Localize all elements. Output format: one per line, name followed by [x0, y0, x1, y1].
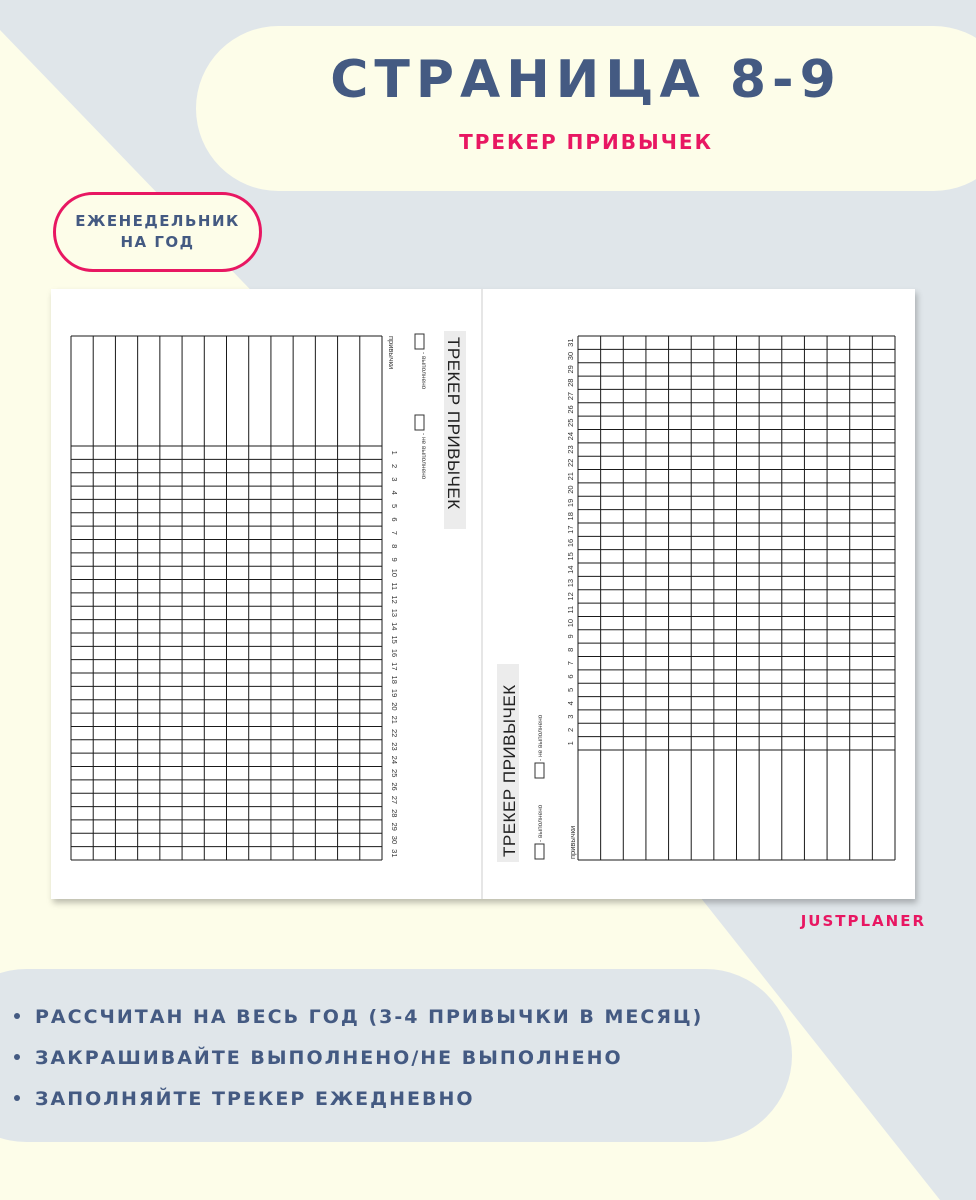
- day-number: 30: [566, 351, 575, 361]
- badge-line-2: НА ГОД: [120, 233, 195, 251]
- tracker-spread-drawing: [51, 289, 915, 899]
- feature-item: [14, 1082, 703, 1123]
- feature-text: ЗАКРАШИВАЙТЕ ВЫПОЛНЕНО/НЕ ВЫПОЛНЕНО: [35, 1047, 623, 1069]
- badge-line-1: ЕЖЕНЕДЕЛЬНИК: [75, 212, 240, 230]
- right-tracker-grid: [578, 336, 895, 860]
- page-title: СТРАНИЦА 8-9: [330, 50, 842, 110]
- feature-text: РАССЧИТАН НА ВЕСЬ ГОД (3-4 ПРИВЫЧКИ В МЕСЯЦ): [35, 1006, 704, 1028]
- feature-item: [14, 1000, 703, 1041]
- left-day-numbers: [390, 451, 399, 858]
- day-number: 1: [390, 450, 399, 455]
- right-legend-not-done-box: [535, 763, 544, 778]
- planner-badge: [53, 192, 262, 272]
- day-number: 17: [566, 525, 575, 534]
- left-habits-label: привычки: [387, 336, 396, 370]
- day-number: 25: [390, 769, 399, 778]
- left-tracker-page: [71, 331, 466, 860]
- feature-list: [14, 1000, 703, 1123]
- day-number: 2: [566, 727, 575, 733]
- day-number: 18: [390, 675, 399, 684]
- day-number: 14: [566, 565, 575, 574]
- day-number: 6: [566, 674, 575, 679]
- day-number: 6: [390, 517, 399, 522]
- day-number: 13: [390, 608, 399, 618]
- day-number: 15: [566, 552, 575, 561]
- day-number: 15: [390, 635, 399, 644]
- page-subtitle: ТРЕКЕР ПРИВЫЧЕК: [459, 130, 713, 154]
- day-number: 27: [390, 795, 399, 805]
- day-number: 20: [566, 485, 575, 494]
- day-number: 2: [390, 463, 399, 469]
- day-number: 16: [566, 538, 575, 548]
- bullet-dot-icon: [14, 1054, 20, 1060]
- day-number: 10: [390, 568, 399, 578]
- day-number: 20: [390, 702, 399, 711]
- day-number: 18: [566, 512, 575, 521]
- day-number: 10: [566, 618, 575, 628]
- day-number: 26: [390, 782, 399, 791]
- day-number: 1: [566, 741, 575, 746]
- day-number: 29: [566, 365, 575, 374]
- day-number: 11: [390, 582, 399, 591]
- day-number: 30: [390, 835, 399, 845]
- planner-spread: [51, 289, 915, 899]
- day-number: 31: [566, 338, 575, 347]
- day-number: 24: [566, 431, 575, 441]
- day-number: 4: [390, 490, 399, 495]
- day-number: 8: [390, 544, 399, 549]
- day-number: 25: [566, 418, 575, 427]
- day-number: 8: [566, 647, 575, 652]
- feature-text: ЗАПОЛНЯЙТЕ ТРЕКЕР ЕЖЕДНЕВНО: [35, 1088, 475, 1110]
- left-legend-not-done: - не выполнено: [420, 433, 427, 480]
- day-number: 22: [566, 458, 575, 468]
- day-number: 21: [566, 472, 575, 481]
- right-tracker-title: ТРЕКЕР ПРИВЫЧЕК: [500, 684, 519, 857]
- day-number: 12: [566, 592, 575, 601]
- right-legend-not-done: - не выполнено: [537, 714, 544, 761]
- feature-item: [14, 1041, 703, 1082]
- day-number: 5: [566, 687, 575, 692]
- day-number: 5: [390, 504, 399, 509]
- right-legend-done: - выполнено: [537, 804, 544, 842]
- left-legend-done: - выполнено: [420, 352, 427, 390]
- right-habits-label: привычки: [568, 825, 577, 859]
- left-legend-done-box: [415, 334, 424, 349]
- day-number: 11: [566, 605, 575, 614]
- day-number: 3: [390, 477, 399, 482]
- bullet-dot-icon: [14, 1013, 20, 1019]
- day-number: 31: [390, 849, 399, 858]
- day-number: 19: [566, 498, 575, 508]
- brand-name: JUSTPLANER: [800, 912, 926, 930]
- day-number: 26: [566, 405, 575, 414]
- left-tracker-grid: [71, 336, 382, 860]
- day-number: 27: [566, 391, 575, 401]
- day-number: 21: [390, 715, 399, 724]
- day-number: 3: [566, 714, 575, 719]
- day-number: 7: [566, 661, 575, 666]
- day-number: 28: [390, 809, 399, 818]
- day-number: 13: [566, 578, 575, 588]
- bullet-dot-icon: [14, 1095, 20, 1101]
- day-number: 22: [390, 728, 399, 738]
- right-tracker-page: [497, 336, 895, 862]
- day-number: 23: [566, 445, 575, 454]
- right-legend-done-box: [535, 844, 544, 859]
- day-number: 4: [566, 701, 575, 706]
- day-number: 19: [390, 688, 399, 698]
- day-number: 12: [390, 595, 399, 604]
- day-number: 9: [566, 634, 575, 639]
- day-number: 29: [390, 822, 399, 831]
- day-number: 16: [390, 648, 399, 658]
- day-number: 14: [390, 622, 399, 631]
- day-number: 28: [566, 378, 575, 387]
- day-number: 7: [390, 530, 399, 535]
- day-number: 17: [390, 662, 399, 671]
- day-number: 9: [390, 557, 399, 562]
- day-number: 24: [390, 755, 399, 765]
- left-tracker-title: ТРЕКЕР ПРИВЫЧЕК: [444, 337, 463, 510]
- day-number: 23: [390, 742, 399, 751]
- right-day-numbers: [566, 339, 575, 746]
- left-legend-not-done-box: [415, 415, 424, 430]
